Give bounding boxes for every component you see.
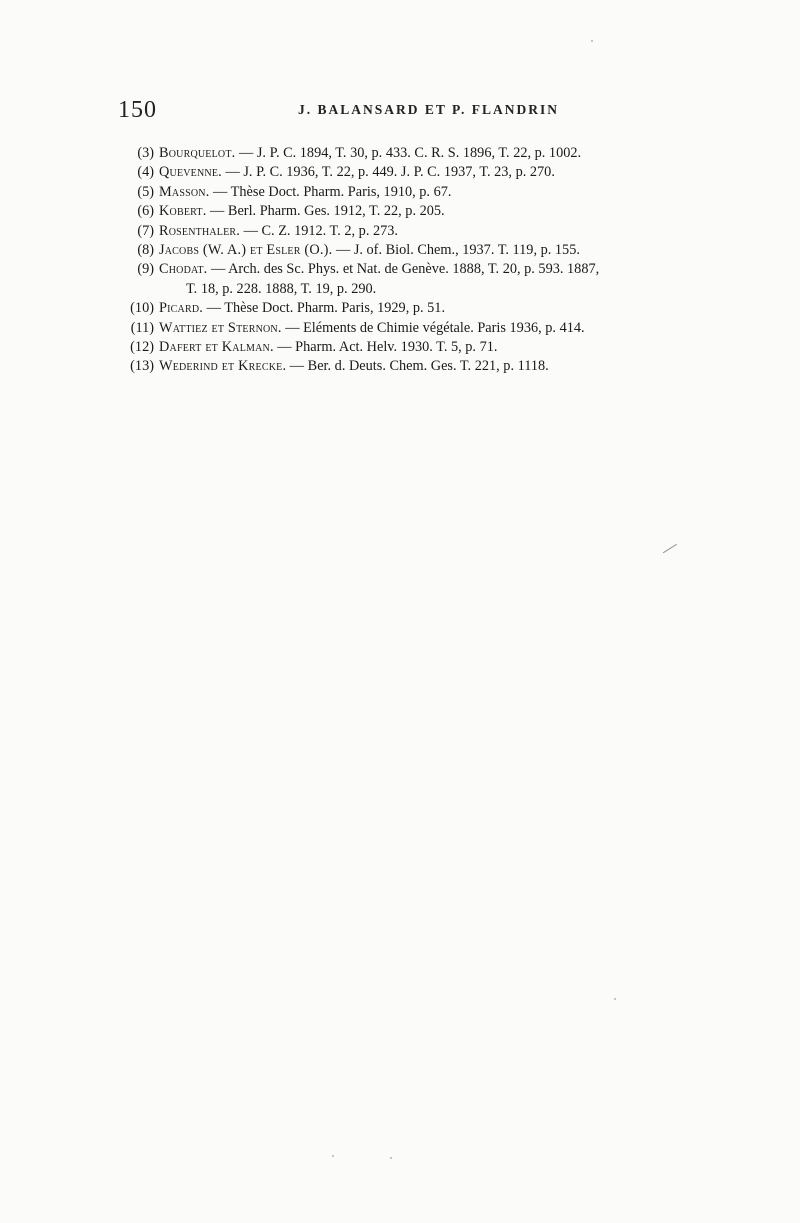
- reference-number: (13): [130, 358, 154, 375]
- reference-number: (10): [130, 300, 154, 317]
- stray-pen-mark: [663, 544, 677, 554]
- reference-text: — Thèse Doct. Pharm. Paris, 1910, p. 67.: [209, 183, 452, 200]
- reference-item: [118, 202, 758, 221]
- paper-speck: [332, 1155, 334, 1157]
- reference-text: — Ber. d. Deuts. Chem. Ges. T. 221, p. 1118.: [286, 358, 549, 375]
- reference-number: (3): [137, 145, 154, 161]
- reference-text: — J. P. C. 1894, T. 30, p. 433. C. R. S. 1896, T. 22, p. 1002.: [235, 145, 582, 161]
- reference-author: Jacobs (W. A.) et Esler (O.).: [159, 242, 333, 259]
- running-head: J. BALANSARD ET P. FLANDRIN: [298, 102, 560, 117]
- reference-author: Kobert.: [159, 203, 207, 220]
- reference-text: — J. P. C. 1936, T. 22, p. 449. J. P. C. 1937, T. 23, p. 270.: [221, 164, 555, 181]
- reference-text: — Berl. Pharm. Ges. 1912, T. 22, p. 205.: [206, 203, 445, 220]
- reference-number: (5): [137, 183, 154, 200]
- paper-speck: [390, 1157, 392, 1159]
- reference-text: — Arch. des Sc. Phys. et Nat. de Genève. 1888, T. 20, p. 593. 1887,: [207, 261, 600, 278]
- reference-item: [118, 163, 758, 182]
- reference-text: — Pharm. Act. Helv. 1930. T. 5, p. 71.: [273, 339, 498, 356]
- reference-list: [118, 144, 758, 377]
- page-number: 150: [118, 97, 157, 123]
- reference-item: [118, 260, 758, 299]
- reference-item: [118, 338, 758, 357]
- reference-text: — Eléments de Chimie végétale. Paris 1936, p. 414.: [281, 319, 585, 336]
- reference-item: [118, 183, 758, 202]
- reference-number: (12): [130, 339, 154, 356]
- reference-item: [118, 299, 758, 318]
- reference-author: Quevenne.: [159, 164, 222, 181]
- reference-number: (9): [137, 261, 154, 278]
- paper-speck: [591, 40, 593, 42]
- reference-author: Wederind et Krecke.: [159, 358, 287, 375]
- reference-number: (4): [137, 164, 154, 181]
- paper-speck: [614, 998, 616, 1000]
- reference-continuation: T. 18, p. 228. 1888, T. 19, p. 290.: [186, 280, 377, 297]
- reference-item: [118, 241, 758, 260]
- reference-text: — C. Z. 1912. T. 2, p. 273.: [240, 222, 398, 239]
- reference-item: [118, 222, 758, 241]
- reference-item: [118, 357, 758, 376]
- reference-author: Masson.: [159, 183, 210, 200]
- reference-item: [118, 144, 758, 163]
- reference-author: Picard.: [159, 300, 204, 317]
- reference-text: — Thèse Doct. Pharm. Paris, 1929, p. 51.: [203, 300, 446, 317]
- reference-item: [118, 319, 758, 338]
- reference-author: Chodat.: [159, 261, 208, 278]
- reference-number: (6): [137, 203, 154, 220]
- reference-author: Wattiez et Sternon.: [159, 319, 282, 336]
- reference-author: Rosenthaler.: [159, 222, 241, 239]
- reference-author: Dafert et Kalman.: [159, 339, 274, 356]
- reference-author: Bourquelot.: [159, 145, 236, 161]
- reference-number: (7): [137, 222, 154, 239]
- reference-number: (11): [130, 319, 154, 336]
- reference-number: (8): [137, 242, 154, 259]
- reference-text: — J. of. Biol. Chem., 1937. T. 119, p. 155.: [332, 242, 580, 259]
- page-header: [118, 97, 598, 127]
